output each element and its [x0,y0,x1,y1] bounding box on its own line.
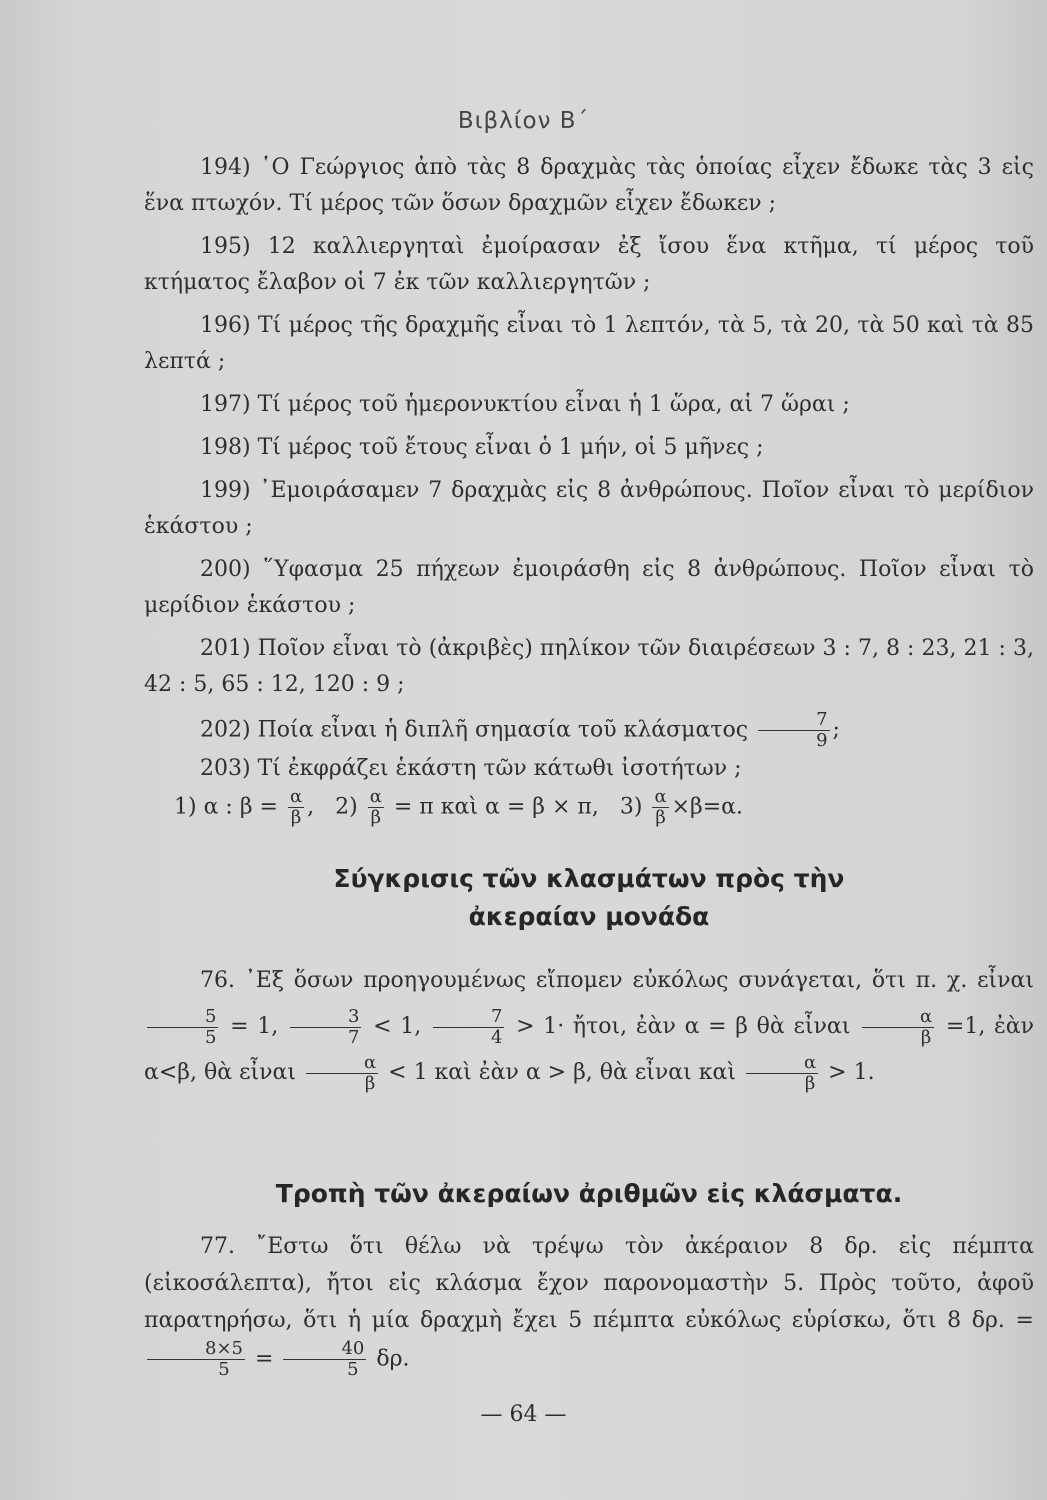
exercise-198: 198) Τί μέρος τοῦ ἔτους εἶναι ὁ 1 μήν, οἱ 5 μῆνες ; [200,435,764,460]
equalities-line: 1) α : β = $\frac{\alpha}{\beta}$ , 2) $\frac{\alpha}{\beta}$ = π καὶ α = β × π, 3) $\frac{\alpha}{\beta}$ ×β=α. [174,786,744,828]
section-title-line2: ἀκεραίαν μονάδα [468,902,710,931]
exercise-203: 203) Τί ἐκφράζει ἑκάστη τῶν κάτωθι ἰσοτήτων ; [200,756,742,781]
section-conversion [144,1175,1034,1213]
fraction: $\frac{\alpha}{\beta}$ [306,1053,378,1094]
fraction: $\frac{\alpha}{\beta}$ [746,1053,818,1094]
exercise-200: 200) ῞Υφασμα 25 πήχεων ἐμοιράσθη εἰς 8 ἀνθρώπους. Ποῖον εἶναι τὸ μερίδιον ἑκάστου ; [144,557,1034,618]
fraction: $\frac{\alpha}{\beta}$ [862,1007,934,1048]
exercise-194: 194) ῾Ο Γεώργιος ἀπὸ τὰς 8 δραχμὰς τὰς ὁποίας εἶχεν ἔδωκε τὰς 3 εἰς ἕνα πτωχόν. Τί μέρος τῶν ὅσων δραχμῶν εἶχεν ἔδωκεν ; [144,155,1034,216]
exercise-202: 202) Ποία εἶναι ἡ διπλῆ σημασία τοῦ κλάσματος $\frac{7}{9}$ ; [200,709,840,751]
fraction: $\frac{3}{7}$ [290,1007,361,1048]
fraction-alpha-beta: $\frac{\alpha}{\beta}$ [289,786,303,828]
exercise-202-text: 202) Ποία εἶναι ἡ διπλῆ σημασία τοῦ κλάσματος [200,717,749,743]
exercise-195: 195) 12 καλλιεργηταὶ ἐμοίρασαν ἐξ ἴσου ἕνα κτῆμα, τί μέρος τοῦ κτήματος ἔλαβον οἱ 7 ἐκ τῶν καλλιεργητῶν ; [144,234,1034,295]
fraction-alpha-beta: $\frac{\alpha}{\beta}$ [654,786,667,828]
running-header: Βιβλίον Β΄ [457,108,590,134]
exercise-197: 197) Τί μέρος τοῦ ἡμερονυκτίου εἶναι ἡ 1 ὥρα, αἱ 7 ὥραι ; [200,392,850,417]
paragraph-76: 76. ᾿Εξ ὅσων προηγουμένως εἴπομεν εὐκόλως συνάγεται, ὅτι π. χ. εἶναι $\frac{5}{5}$ = 1, $\frac{3}{7}$ < 1, $\frac{7}{4}$ > 1· ἤτοι, ἐὰν α = β θὰ εἶναι $\frac{\alpha}{\beta}$ =1, ἐὰν α<β, θὰ εἶναι $\frac{\alpha}{\beta}$ < 1 καὶ ἐὰν α > β, θὰ εἶναι καὶ $\frac{\alpha}{\beta}$ > 1. [144,968,1035,1094]
page-number: — 64 — [480,1402,567,1427]
section-title-line1: Σύγκρισις τῶν κλασμάτων πρὸς τὴν [333,864,845,893]
exercise-196: 196) Τί μέρος τῆς δραχμῆς εἶναι τὸ 1 λεπτόν, τὰ 5, τὰ 20, τὰ 50 καὶ τὰ 85 λεπτά ; [144,313,1034,374]
exercise-201: 201) Ποῖον εἶναι τὸ (ἀκριβὲς) πηλίκον τῶν διαιρέσεων 3 : 7, 8 : 23, 21 : 3, 42 : 5, 65 : 12, 120 : 9 ; [144,636,1034,697]
fraction-7-9: $\frac{7}{9}$ [758,710,829,751]
exercise-199: 199) ᾿Εμοιράσαμεν 7 δραχμὰς εἰς 8 ἀνθρώπους. Ποῖον εἶναι τὸ μερίδιον ἑκάστου ; [144,478,1034,539]
fraction: $\frac{7}{4}$ [433,1007,504,1048]
fraction: $\frac{5}{5}$ [147,1007,218,1048]
section-title: Τροπὴ τῶν ἀκεραίων ἀριθμῶν εἰς κλάσματα. [275,1179,903,1208]
section-comparison [144,860,1034,936]
exercises-block [144,150,1034,828]
fraction: $\frac{8\times 5}{5}$ [147,1339,245,1380]
fraction: $\frac{40}{5}$ [283,1339,366,1380]
paragraph-77: 77. ῎Εστω ὅτι θέλω νὰ τρέψω τὸν ἀκέραιον 8 δρ. εἰς πέμπτα (εἰκοσάλεπτα), ἤτοι εἰς κλάσμα ἔχον παρονομαστὴν 5. Πρὸς τοῦτο, ἀφοῦ παρατηρήσω, ὅτι ἡ μία δραχμὴ ἔχει 5 πέμπτα εὐκόλως εὑρίσκω, ὅτι 8 δρ. = $\frac{8\times 5}{5}$ = $\frac{40}{5}$ δρ. [144,1234,1034,1380]
fraction-alpha-beta: $\frac{\alpha}{\beta}$ [369,786,382,828]
